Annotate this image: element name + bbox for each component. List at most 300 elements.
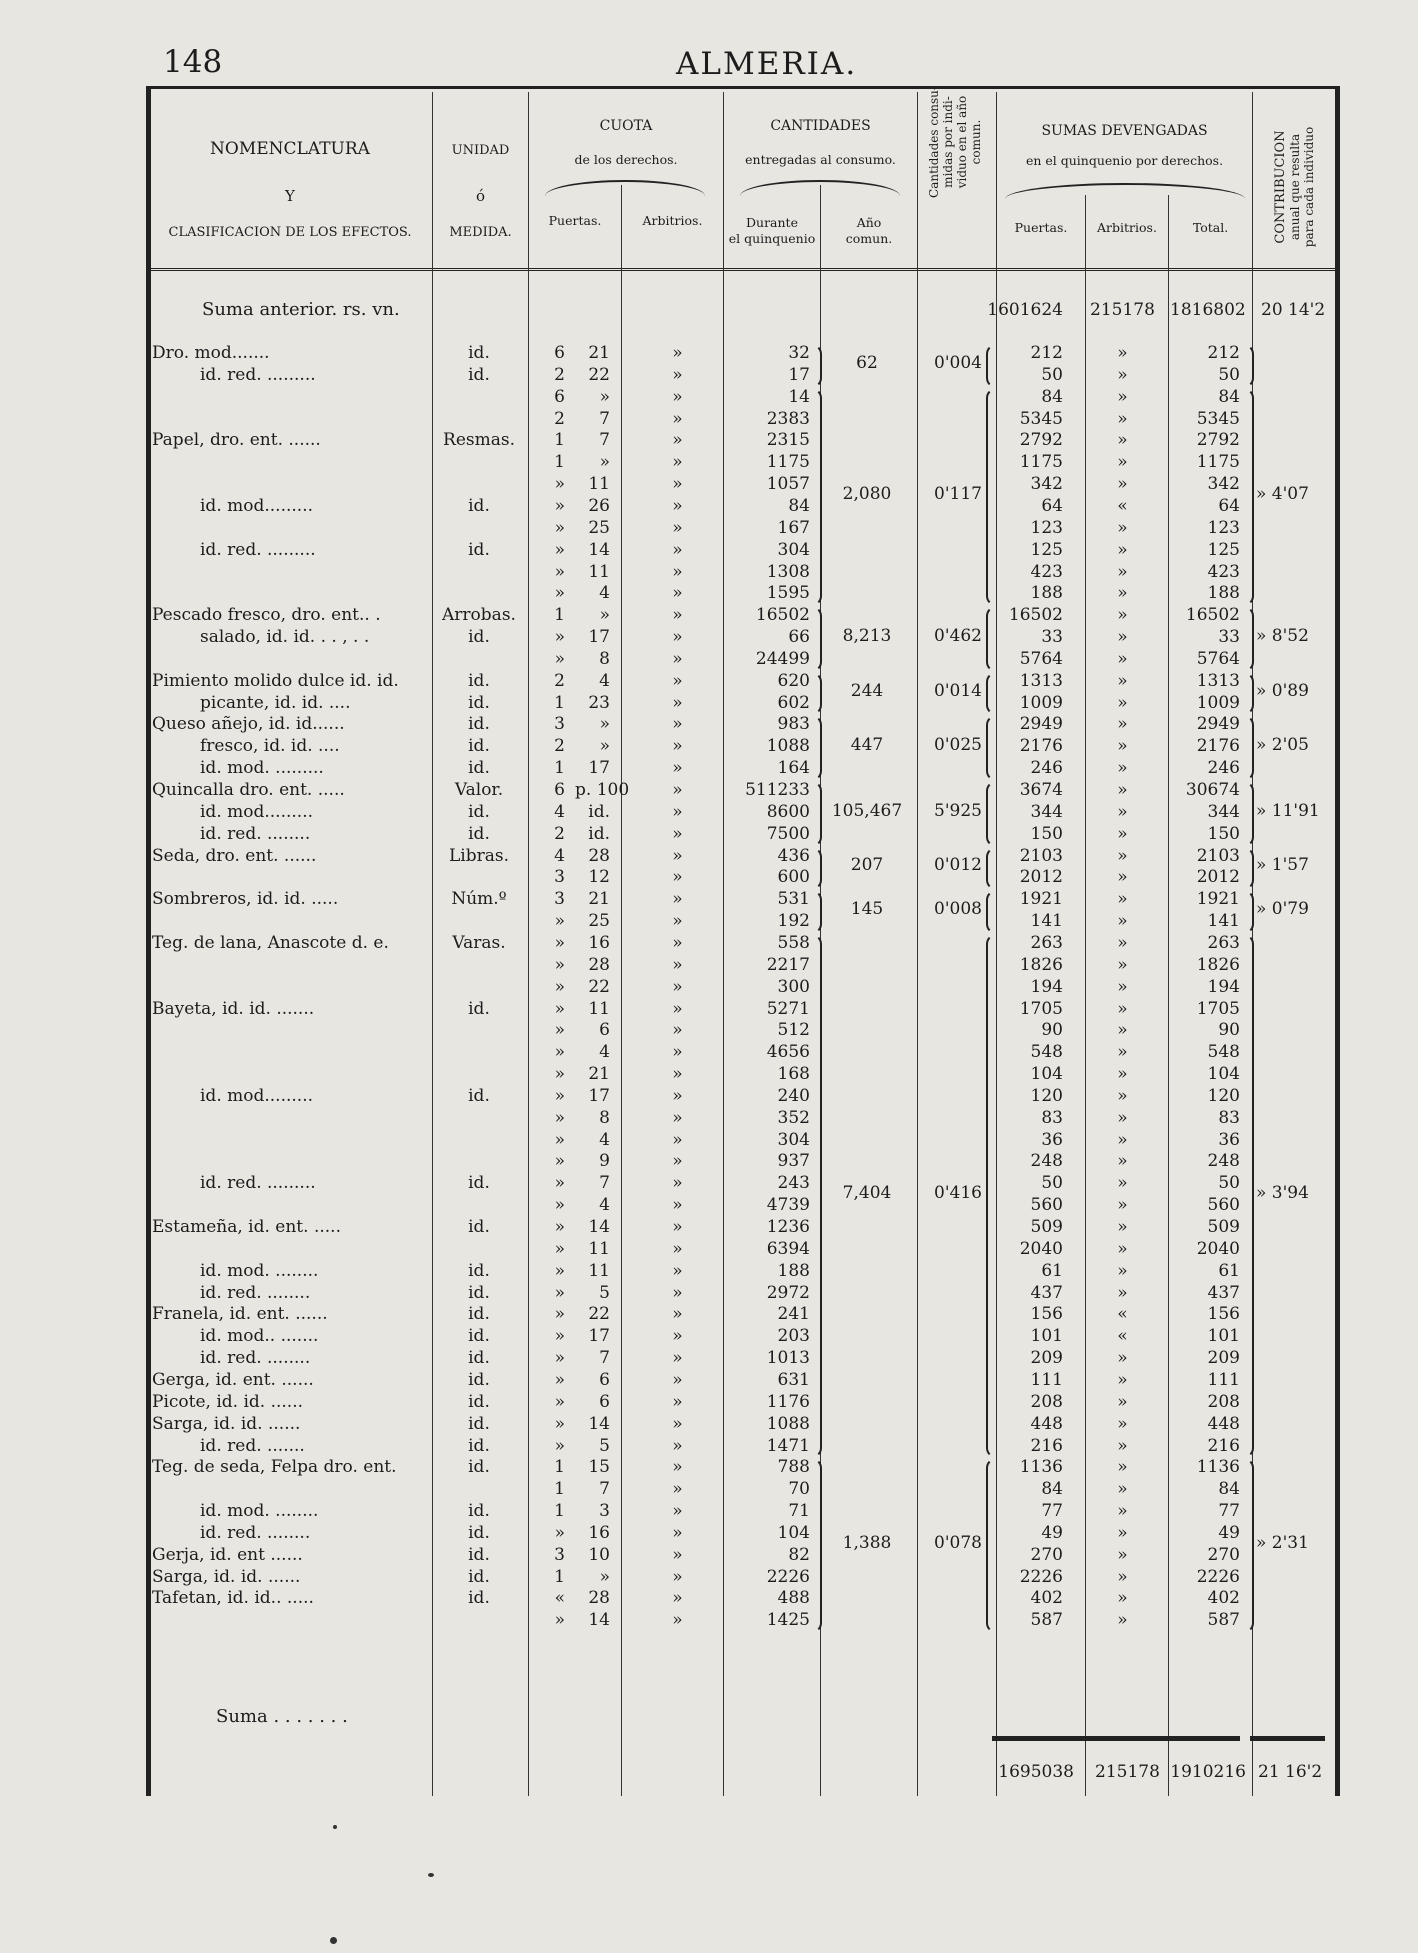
cell-ar: »: [672, 1369, 683, 1390]
table-row: [0, 1107, 1418, 1129]
cell-label: Quincalla dro. ent. .....: [152, 780, 345, 800]
cell-p1: 6: [554, 343, 565, 363]
cell-dur: 16502: [755, 605, 810, 626]
cell-dur: 788: [777, 1457, 810, 1478]
cell-label: picante, id. id. ....: [200, 692, 351, 713]
cell-label: id. mod. ........: [200, 1260, 319, 1281]
cell-unit: id.: [468, 1173, 490, 1194]
cell-sp: 2040: [1019, 1238, 1063, 1259]
group-brace: [808, 344, 822, 388]
cell-p1: 2: [554, 364, 565, 385]
cell-unit: id.: [468, 692, 490, 713]
cell-label: id. mod.........: [200, 801, 313, 822]
cell-p1: »: [554, 1391, 565, 1412]
cell-p2: 14: [588, 1217, 610, 1237]
group-brace: [808, 1458, 822, 1633]
cell-sp: 1826: [1019, 954, 1063, 975]
cell-st: 84: [1218, 1479, 1240, 1500]
cell-sa: »: [1117, 430, 1128, 451]
cell-dur: 2226: [766, 1566, 810, 1587]
table-row: [0, 1391, 1418, 1413]
cell-dur: 168: [777, 1064, 810, 1085]
table-row: [0, 408, 1418, 430]
cell-sp: 423: [1030, 561, 1063, 582]
cell-p1: »: [554, 954, 565, 975]
cell-sa: »: [1117, 364, 1128, 385]
cell-label: Dro. mod.......: [152, 343, 270, 363]
cell-ar: »: [672, 845, 683, 866]
cell-p2: 4: [599, 670, 610, 691]
cell-st: 2012: [1196, 867, 1240, 888]
cell-sp: 342: [1030, 474, 1063, 495]
cell-sa: »: [1117, 1522, 1128, 1543]
cell-dur: 70: [788, 1479, 810, 1500]
group-brace: [808, 847, 822, 891]
cell-sa: »: [1117, 1391, 1128, 1412]
table-row: [0, 429, 1418, 451]
cell-p1: 1: [554, 1501, 565, 1522]
group-brace: [1240, 1458, 1254, 1633]
cell-sp: 125: [1030, 539, 1063, 560]
group-cant-individuo: 0'012: [934, 855, 982, 876]
cell-ar: »: [672, 1195, 683, 1216]
cell-st: 560: [1207, 1195, 1240, 1216]
cell-p2: id.: [588, 823, 610, 844]
table-row: [0, 1456, 1418, 1478]
cell-label: Gerja, id. ent ......: [152, 1544, 303, 1565]
cell-st: 50: [1218, 1173, 1240, 1194]
group-brace: [986, 934, 1000, 1458]
group-brace: [1240, 672, 1254, 716]
cell-st: 2792: [1196, 430, 1240, 451]
cell-ar: »: [672, 605, 683, 626]
cell-st: 77: [1218, 1501, 1240, 1522]
cell-sp: 248: [1030, 1151, 1063, 1172]
cell-dur: 17: [788, 364, 810, 385]
header-puertas: Puertas.: [548, 213, 602, 228]
cell-p1: »: [554, 1085, 565, 1106]
speck: [428, 1873, 434, 1877]
group-contribucion: » 2'31: [1256, 1532, 1309, 1553]
table-row: [0, 495, 1418, 517]
cell-sa: »: [1117, 1588, 1128, 1609]
cell-p1: 1: [554, 452, 565, 473]
cell-dur: 2383: [766, 408, 810, 429]
cell-p1: »: [554, 1435, 565, 1456]
cell-unit: Arrobas.: [442, 605, 516, 626]
table-row: [0, 1587, 1418, 1609]
cell-label: id. red. ........: [200, 1348, 311, 1369]
cell-st: 36: [1218, 1129, 1240, 1150]
table-row: [0, 735, 1418, 757]
cell-ar: »: [672, 1151, 683, 1172]
cell-ar: »: [672, 1173, 683, 1194]
cell-p2: 21: [588, 1064, 610, 1085]
header-cantidades: CANTIDADES: [770, 118, 871, 134]
header-cuota-sub: de los derechos.: [574, 152, 678, 167]
header-separator: [146, 268, 1340, 271]
group-contribucion: » 11'91: [1256, 800, 1320, 821]
suma-anterior-arbitrios: 215178: [1090, 300, 1155, 320]
cell-st: 156: [1207, 1304, 1240, 1325]
header-medida: MEDIDA.: [449, 225, 512, 240]
cell-unit: Libras.: [449, 845, 509, 866]
cell-sp: 77: [1041, 1501, 1063, 1522]
table-row: [0, 1150, 1418, 1172]
cell-p1: »: [554, 1151, 565, 1172]
suma-anterior-contribucion: 20 14'2: [1261, 300, 1326, 320]
cell-p2: 11: [588, 474, 610, 495]
group-anio-comun: 8,213: [842, 626, 892, 647]
table-row: [0, 1238, 1418, 1260]
cell-sp: 50: [1041, 364, 1063, 385]
cell-sp: 194: [1030, 976, 1063, 997]
cell-unit: id.: [468, 1522, 490, 1543]
header-quinquenio: el quinquenio: [728, 231, 816, 246]
cell-sp: 2012: [1019, 867, 1063, 888]
cell-ar: »: [672, 1457, 683, 1478]
group-contribucion: » 8'52: [1256, 626, 1309, 647]
cell-ar: »: [672, 1020, 683, 1041]
cell-p2: 7: [599, 1479, 610, 1500]
cell-dur: 66: [788, 627, 810, 648]
header-sumas: SUMAS DEVENGADAS: [1041, 123, 1208, 139]
cell-unit: id.: [468, 714, 490, 735]
cell-p2: 4: [599, 1129, 610, 1150]
cell-p2: 11: [588, 561, 610, 582]
cell-sa: »: [1117, 801, 1128, 822]
cell-sp: 402: [1030, 1588, 1063, 1609]
cell-sp: 2176: [1019, 736, 1063, 757]
cell-sp: 448: [1030, 1413, 1063, 1434]
cell-sp: 560: [1030, 1195, 1063, 1216]
cell-p2: 14: [588, 1413, 610, 1434]
group-anio-comun: 62: [856, 352, 878, 373]
cell-sa: »: [1117, 408, 1128, 429]
cell-dur: 71: [788, 1501, 810, 1522]
cell-st: 509: [1207, 1217, 1240, 1237]
table-row: [0, 626, 1418, 648]
cell-label: Sombreros, id. id. .....: [152, 889, 339, 910]
cell-st: 64: [1218, 495, 1240, 516]
cell-label: Pimiento molido dulce id. id.: [152, 670, 399, 691]
cell-st: 2040: [1196, 1238, 1240, 1259]
cell-st: 50: [1218, 364, 1240, 385]
cell-sa: »: [1117, 1042, 1128, 1063]
cell-p1: »: [554, 1173, 565, 1194]
cell-dur: 631: [777, 1369, 810, 1390]
cell-sa: «: [1117, 495, 1128, 516]
cell-unit: id.: [468, 1348, 490, 1369]
table-row: [0, 451, 1418, 473]
cell-label: id. mod. ........: [200, 1501, 319, 1522]
cell-dur: 192: [777, 911, 810, 932]
cell-dur: 243: [777, 1173, 810, 1194]
cell-p2: 8: [599, 648, 610, 669]
cell-sp: 90: [1041, 1020, 1063, 1041]
cell-p2: 26: [588, 495, 610, 516]
header-nomenclatura: NOMENCLATURA: [210, 139, 370, 159]
group-cant-individuo: 0'078: [934, 1532, 982, 1553]
cell-dur: 32: [788, 343, 810, 363]
cell-st: 83: [1218, 1107, 1240, 1128]
cell-dur: 304: [777, 539, 810, 560]
group-brace: [986, 715, 1000, 781]
cell-p1: 3: [554, 889, 565, 910]
table-row: [0, 954, 1418, 976]
cell-sp: 83: [1041, 1107, 1063, 1128]
cell-sa: »: [1117, 911, 1128, 932]
cell-p1: 3: [554, 714, 565, 735]
cell-sa: »: [1117, 976, 1128, 997]
cell-sa: »: [1117, 1107, 1128, 1128]
table-row: [0, 1478, 1418, 1500]
group-cant-individuo: 0'008: [934, 899, 982, 920]
cell-dur: 4739: [766, 1195, 810, 1216]
cell-p2: 28: [588, 1588, 610, 1609]
cell-p1: »: [554, 1260, 565, 1281]
header-cuota: CUOTA: [599, 118, 653, 134]
cell-st: 61: [1218, 1260, 1240, 1281]
cell-dur: 14: [788, 386, 810, 407]
cell-label: id. red. ........: [200, 1522, 311, 1543]
cell-st: 342: [1207, 474, 1240, 495]
table-row: [0, 1260, 1418, 1282]
group-brace: [1240, 388, 1254, 607]
table-row: [0, 364, 1418, 386]
cell-st: 49: [1218, 1522, 1240, 1543]
cell-label: Gerga, id. ent. ......: [152, 1369, 314, 1390]
group-cant-individuo: 0'025: [934, 735, 982, 756]
cell-sa: »: [1117, 1501, 1128, 1522]
table-row: [0, 1019, 1418, 1041]
cell-st: 248: [1207, 1151, 1240, 1172]
table-row: [0, 845, 1418, 867]
cell-ar: »: [672, 364, 683, 385]
cell-unit: id.: [468, 801, 490, 822]
cell-p2: 11: [588, 998, 610, 1019]
table-row: [0, 713, 1418, 735]
cell-ar: »: [672, 561, 683, 582]
cell-st: 263: [1207, 932, 1240, 953]
cell-sa: »: [1117, 845, 1128, 866]
cell-ar: »: [672, 954, 683, 975]
cell-dur: 1088: [766, 1413, 810, 1434]
cell-dur: 188: [777, 1260, 810, 1281]
cell-unit: Valor.: [454, 780, 504, 800]
cell-p1: 2: [554, 736, 565, 757]
cell-label: Picote, id. id. ......: [152, 1391, 304, 1412]
page-title: ALMERIA.: [676, 46, 858, 82]
cell-ar: »: [672, 1391, 683, 1412]
cell-p1: 1: [554, 605, 565, 626]
cell-dur: 1425: [766, 1610, 810, 1631]
cell-st: 270: [1207, 1544, 1240, 1565]
group-brace: [1240, 934, 1254, 1458]
cell-sp: 587: [1030, 1610, 1063, 1631]
cell-sp: 2103: [1019, 845, 1063, 866]
suma-anterior-puertas: 1601624: [987, 300, 1063, 320]
cell-p1: 6: [554, 386, 565, 407]
cell-sp: 5345: [1019, 408, 1063, 429]
cell-dur: 82: [788, 1544, 810, 1565]
header-anio: Año: [856, 215, 882, 230]
header-total: Total.: [1192, 220, 1229, 235]
cell-unit: id.: [468, 627, 490, 648]
cell-ar: »: [672, 932, 683, 953]
total-rule: [992, 1736, 1240, 1741]
cell-st: 5764: [1196, 648, 1240, 669]
table-row: [0, 517, 1418, 539]
table-row: [0, 670, 1418, 692]
cell-sp: 141: [1030, 911, 1063, 932]
group-anio-comun: 207: [850, 855, 884, 876]
group-anio-comun: 1,388: [842, 1532, 892, 1553]
cell-label: Queso añejo, id. id......: [152, 714, 345, 735]
cell-p1: «: [554, 1588, 565, 1609]
cell-dur: 1175: [766, 452, 810, 473]
cell-sa: »: [1117, 932, 1128, 953]
header-unidad: UNIDAD: [451, 143, 510, 158]
cell-label: fresco, id. id. ....: [200, 736, 340, 757]
cell-st: 1921: [1196, 889, 1240, 910]
cell-dur: 1471: [766, 1435, 810, 1456]
cell-label: Teg. de seda, Felpa dro. ent.: [152, 1457, 397, 1478]
cell-sa: »: [1117, 780, 1128, 800]
table-row: [0, 910, 1418, 932]
cell-ar: »: [672, 1566, 683, 1587]
cell-sa: »: [1117, 758, 1128, 779]
table-row: [0, 1500, 1418, 1522]
cell-dur: 436: [777, 845, 810, 866]
cell-p2: 7: [599, 1348, 610, 1369]
cell-dur: 488: [777, 1588, 810, 1609]
cell-sa: «: [1117, 1326, 1128, 1347]
cell-unit: id.: [468, 1501, 490, 1522]
cell-dur: 8600: [766, 801, 810, 822]
cell-p1: 2: [554, 408, 565, 429]
group-cant-individuo: 0'117: [934, 484, 982, 505]
cell-p2: 21: [588, 343, 610, 363]
page-number: 148: [163, 44, 223, 80]
group-contribucion: » 3'94: [1256, 1183, 1309, 1204]
cell-p2: »: [599, 1566, 610, 1587]
table-row: [0, 1085, 1418, 1107]
cell-st: 587: [1207, 1610, 1240, 1631]
cell-dur: 1236: [766, 1217, 810, 1237]
cell-dur: 558: [777, 932, 810, 953]
cell-ar: »: [672, 1129, 683, 1150]
table-row: [0, 976, 1418, 998]
cell-dur: 24499: [755, 648, 810, 669]
cell-sp: 111: [1030, 1369, 1063, 1390]
header-sumas-sub: en el quinquenio por derechos.: [1025, 153, 1224, 168]
group-brace: [986, 606, 1000, 672]
cell-sa: »: [1117, 1129, 1128, 1150]
cell-st: 1313: [1196, 670, 1240, 691]
cell-p1: »: [554, 583, 565, 604]
cell-p1: 1: [554, 1457, 565, 1478]
cell-p2: 14: [588, 1610, 610, 1631]
cell-ar: »: [672, 1260, 683, 1281]
cell-sa: »: [1117, 670, 1128, 691]
cell-p1: »: [554, 648, 565, 669]
cell-p2: 11: [588, 1260, 610, 1281]
cell-ar: »: [672, 1522, 683, 1543]
cell-sp: 1921: [1019, 889, 1063, 910]
table-row: [0, 604, 1418, 626]
cell-sa: »: [1117, 1566, 1128, 1587]
cell-unit: Núm.º: [451, 889, 507, 910]
group-brace: [986, 890, 1000, 934]
cell-p2: 6: [599, 1020, 610, 1041]
cell-st: 84: [1218, 386, 1240, 407]
speck: [330, 1937, 337, 1944]
suma-contribucion: 21 16'2: [1258, 1762, 1323, 1782]
cell-st: 209: [1207, 1348, 1240, 1369]
cell-dur: 2972: [766, 1282, 810, 1303]
cell-sa: »: [1117, 1457, 1128, 1478]
cell-ar: »: [672, 1304, 683, 1325]
cell-ar: »: [672, 889, 683, 910]
cell-sa: »: [1117, 386, 1128, 407]
cell-sp: 188: [1030, 583, 1063, 604]
cell-dur: 84: [788, 495, 810, 516]
table-row: [0, 1303, 1418, 1325]
cell-label: id. red. .........: [200, 364, 316, 385]
cell-p1: 1: [554, 430, 565, 451]
cell-label: id. red. .........: [200, 539, 316, 560]
cell-p2: 28: [588, 954, 610, 975]
table-row: [0, 1544, 1418, 1566]
cell-sp: 212: [1030, 343, 1063, 363]
group-contribucion: » 4'07: [1256, 484, 1309, 505]
suma-puertas: 1695038: [998, 1762, 1074, 1782]
cell-p1: »: [554, 495, 565, 516]
cell-unit: id.: [468, 343, 490, 363]
table-row: [0, 1609, 1418, 1631]
cell-st: 123: [1207, 517, 1240, 538]
cell-sp: 101: [1030, 1326, 1063, 1347]
group-brace: [1240, 606, 1254, 672]
cell-p2: 6: [599, 1369, 610, 1390]
cell-dur: 512: [777, 1020, 810, 1041]
group-anio-comun: 244: [850, 680, 884, 701]
cell-unit: id.: [468, 670, 490, 691]
group-contribucion: » 1'57: [1256, 855, 1309, 876]
suma-anterior-label: Suma anterior. rs. vn.: [202, 299, 400, 320]
cell-ar: »: [672, 823, 683, 844]
cell-sa: »: [1117, 692, 1128, 713]
cell-p1: 4: [554, 801, 565, 822]
cell-label: Papel, dro. ent. ......: [152, 430, 321, 451]
cell-sa: «: [1117, 1304, 1128, 1325]
cell-ar: »: [672, 1107, 683, 1128]
cell-p2: 5: [599, 1282, 610, 1303]
cell-p2: »: [599, 736, 610, 757]
cell-st: 344: [1207, 801, 1240, 822]
table-row: [0, 1435, 1418, 1457]
cell-unit: id.: [468, 1566, 490, 1587]
header-comun: comun.: [845, 231, 893, 246]
cell-sp: 61: [1041, 1260, 1063, 1281]
group-brace: [1240, 715, 1254, 781]
cell-sa: »: [1117, 539, 1128, 560]
cell-sp: 216: [1030, 1435, 1063, 1456]
cell-sp: 84: [1041, 1479, 1063, 1500]
table-row: [0, 1413, 1418, 1435]
cell-unit: Resmas.: [443, 430, 515, 451]
